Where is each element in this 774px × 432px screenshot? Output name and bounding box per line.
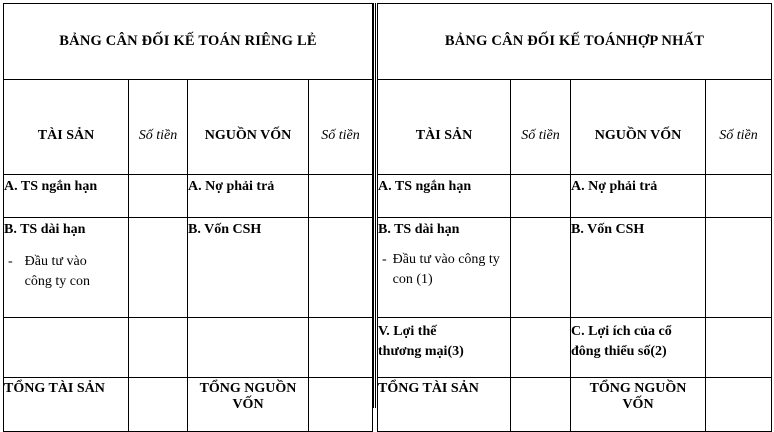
investment-item bbox=[4, 252, 128, 292]
minority-interest-label: C. Lợi ích của cổ đông thiểu số(2) bbox=[571, 324, 672, 359]
goodwill-label: V. Lợi thế thương mại(3) bbox=[378, 324, 464, 359]
row-equity: B. Vốn CSH bbox=[571, 218, 706, 318]
row-long-term-assets-cell bbox=[378, 218, 511, 318]
amount-cell bbox=[129, 378, 188, 432]
row-liabilities: A. Nợ phải trả bbox=[188, 175, 309, 218]
amount-cell bbox=[511, 175, 571, 218]
amount-cell bbox=[129, 175, 188, 218]
row-short-term-assets: A. TS ngắn hạn bbox=[4, 175, 129, 218]
amount-cell bbox=[129, 218, 188, 318]
total-sources-label: TỔNG NGUỒN VỐN bbox=[589, 381, 687, 412]
separate-balance-sheet-table bbox=[3, 3, 373, 432]
amount-cell bbox=[309, 218, 373, 318]
header-amount: Số tiền bbox=[706, 80, 772, 175]
investment-subsidiaries: Đầu tư vào công ty con (1) bbox=[392, 252, 500, 287]
bullet-dash: - bbox=[8, 254, 13, 269]
row-long-term-assets-cell bbox=[4, 218, 129, 318]
row-short-term-assets: A. TS ngắn hạn bbox=[378, 175, 511, 218]
header-sources: NGUỒN VỐN bbox=[571, 80, 706, 175]
investment-item bbox=[378, 250, 510, 290]
table-divider bbox=[373, 3, 376, 408]
separate-balance-sheet-title: BẢNG CÂN ĐỐI KẾ TOÁN RIÊNG LẺ bbox=[4, 4, 373, 80]
amount-cell bbox=[511, 318, 571, 378]
amount-cell bbox=[706, 175, 772, 218]
consolidated-balance-sheet-title: BẢNG CÂN ĐỐI KẾ TOÁNHỢP NHẤT bbox=[378, 4, 772, 80]
amount-cell bbox=[511, 378, 571, 432]
empty-cell bbox=[4, 318, 129, 378]
header-assets: TÀI SẢN bbox=[378, 80, 511, 175]
row-goodwill bbox=[378, 318, 511, 378]
amount-cell bbox=[706, 378, 772, 432]
row-minority-interest bbox=[571, 318, 706, 378]
amount-cell bbox=[309, 378, 373, 432]
total-sources bbox=[571, 378, 706, 432]
header-amount: Số tiền bbox=[511, 80, 571, 175]
amount-cell bbox=[309, 175, 373, 218]
amount-cell bbox=[129, 318, 188, 378]
row-long-term-assets: B. TS dài hạn bbox=[4, 222, 86, 237]
investment-subsidiaries: Đầu tư vào công ty con bbox=[24, 254, 90, 289]
row-long-term-assets: B. TS dài hạn bbox=[378, 222, 460, 237]
amount-cell bbox=[706, 318, 772, 378]
row-equity: B. Vốn CSH bbox=[188, 218, 309, 318]
consolidated-balance-sheet-table bbox=[377, 3, 772, 432]
header-sources: NGUỒN VỐN bbox=[188, 80, 309, 175]
total-sources bbox=[188, 378, 309, 432]
amount-cell bbox=[706, 218, 772, 318]
header-amount: Số tiền bbox=[309, 80, 373, 175]
header-amount: Số tiền bbox=[129, 80, 188, 175]
total-assets: TỔNG TÀI SẢN bbox=[4, 378, 129, 432]
row-liabilities: A. Nợ phải trả bbox=[571, 175, 706, 218]
amount-cell bbox=[309, 318, 373, 378]
amount-cell bbox=[511, 218, 571, 318]
empty-cell bbox=[188, 318, 309, 378]
total-sources-label: TỔNG NGUỒN VỐN bbox=[199, 381, 297, 412]
header-assets: TÀI SẢN bbox=[4, 80, 129, 175]
bullet-dash: - bbox=[382, 252, 387, 267]
total-assets: TỔNG TÀI SẢN bbox=[378, 378, 511, 432]
